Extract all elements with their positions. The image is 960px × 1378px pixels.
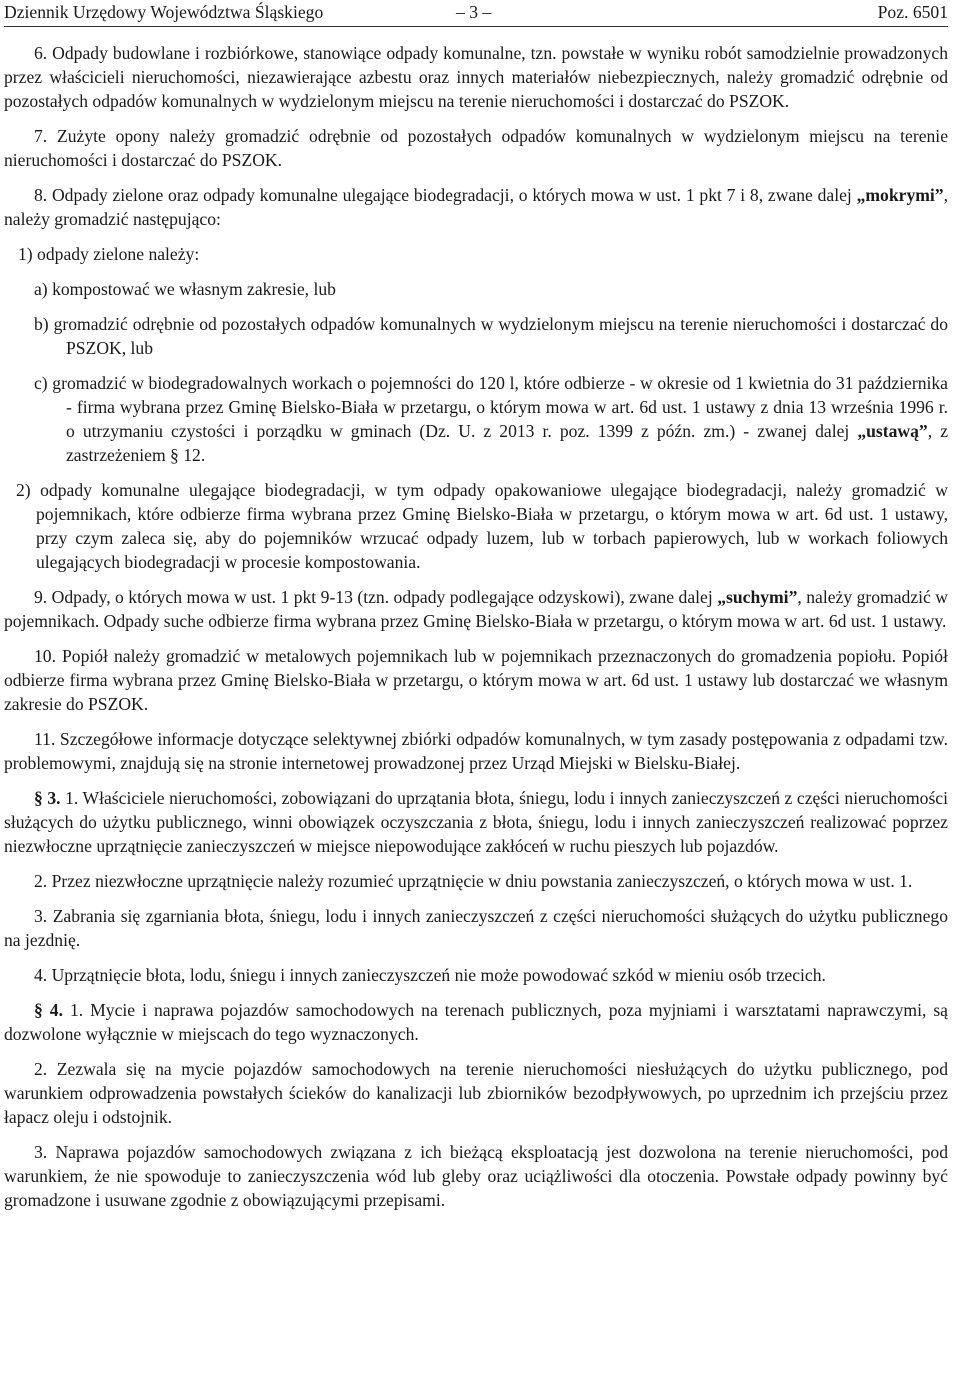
section-4-paragraph-1-text: 1. Mycie i naprawa pojazdów samochodowych na terenach publicznych, poza myjniami i warsztatami naprawczymi, są dozwolone wyłącznie w miejscach do tego wyznaczonych. (4, 1000, 948, 1044)
section-4-paragraph-3: 3. Naprawa pojazdów samochodowych związana z ich bieżącą eksploatacją jest dozwolona na terenie nieruchomości, pod warunkiem, że nie spowoduje to zanieczyszczenia wód lub gleby oraz uciążliwości dla otoczenia. Powstałe odpady powinny być gromadzone i usuwane zgodnie z obowiązującymi przepisami. (4, 1142, 948, 1210)
paragraph-6: 6. Odpady budowlane i rozbiórkowe, stanowiące odpady komunalne, tzn. powstałe w wyniku robót samodzielnie prowadzonych przez właścicieli nieruchomości, niezawierające azbestu oraz innych materiałów niebezpiecznych, należy gromadzić odrębnie od pozostałych odpadów komunalnych w wydzielonym miejscu na terenie nieruchomości i dostarczać do PSZOK. (4, 43, 948, 111)
position-number: Poz. 6501 (877, 2, 948, 22)
section-3-paragraph-1 (4, 786, 948, 858)
term-suchymi: „suchymi” (717, 587, 798, 607)
point-8-1-c (4, 371, 948, 467)
section-3-sign: § 3. (34, 788, 61, 808)
point-8-2: 2) odpady komunalne ulegające biodegradacji, w tym odpady opakowaniowe ulegające biodegradacji, należy gromadzić w pojemnikach, które odbierze firma wybrana przez Gminę Bielsko-Biała w przetargu, o którym mowa w art. 6d ust. 1 ustawy, przy czym zaleca się, aby do pojemników wrzucać odpady luzem, lub w torbach papierowych, lub w workach foliowych ulegających biodegradacji w procesie kompostowania. (16, 480, 948, 572)
paragraph-8-text-end: , należy gromadzić następująco: (4, 185, 948, 229)
section-3-paragraph-2: 2. Przez niezwłoczne uprzątnięcie należy rozumieć uprzątnięcie w dniu powstania zanieczyszczeń, o których mowa w ust. 1. (34, 871, 913, 891)
term-ustawa: „ustawą” (857, 421, 928, 441)
point-8-1-a: a) kompostować we własnym zakresie, lub (34, 279, 336, 299)
paragraph-11: 11. Szczegółowe informacje dotyczące selektywnej zbiórki odpadów komunalnych, w tym zasady postępowania z odpadami tzw. problemowymi, znajdują się na stronie internetowej prowadzonej przez Urząd Miejski w Bielsku-Białej. (4, 729, 948, 773)
paragraph-8-text: 8. Odpady zielone oraz odpady komunalne ulegające biodegradacji, o których mowa w ust. 1 pkt 7 i 8, zwane dalej (34, 185, 857, 205)
journal-title: Dziennik Urzędowy Województwa Śląskiego (4, 2, 324, 22)
paragraph-9 (4, 585, 948, 633)
paragraph-8 (4, 183, 948, 231)
section-3-paragraph-3: 3. Zabrania się zgarniania błota, śniegu, lodu i innych zanieczyszczeń z części nieruchomości służących do użytku publicznego na jezdnię. (4, 906, 948, 950)
section-4-paragraph-1 (4, 998, 948, 1046)
point-8-1-b: b) gromadzić odrębnie od pozostałych odpadów komunalnych w wydzielonym miejscu na terenie nieruchomości i dostarczać do PSZOK, lub (34, 314, 948, 358)
point-8-1-c-text: c) gromadzić w biodegradowalnych workach o pojemności do 120 l, które odbierze - w okresie od 1 kwietnia do 31 października - firma wybrana przez Gminę Bielsko-Biała w przetargu, o którym mowa w art. 6d ust. 1 ustawy z dnia 13 września 1996 r. o utrzymaniu czystości i porządku w gminach (Dz. U. z 2013 r. poz. 1399 z późn. zm.) - zwanej dalej (34, 373, 948, 441)
section-3-paragraph-4: 4. Uprzątnięcie błota, lodu, śniegu i innych zanieczyszczeń nie może powodować szkód w mieniu osób trzecich. (34, 965, 826, 985)
paragraph-9-text-end: , należy gromadzić w pojemnikach. Odpady suche odbierze firma wybrana przez Gminę Bielsko-Biała w przetargu, o którym mowa w art. 6d ust. 1 ustawy. (4, 587, 948, 631)
term-mokrymi: „mokrymi” (856, 185, 944, 205)
page-number: – 3 – (456, 2, 492, 22)
point-8-1: 1) odpady zielone należy: (18, 244, 200, 264)
paragraph-9-text: 9. Odpady, o których mowa w ust. 1 pkt 9-13 (tzn. odpady podlegające odzyskowi), zwane dalej (34, 587, 718, 607)
paragraph-10: 10. Popiół należy gromadzić w metalowych pojemnikach lub w pojemnikach przeznaczonych do gromadzenia popiołu. Popiół odbierze firma wybrana przez Gminę Bielsko-Biała w przetargu, o którym mowa w art. 6d ust. 1 ustawy lub dostarczać we własnym zakresie do PSZOK. (4, 646, 948, 714)
section-4-paragraph-2: 2. Zezwala się na mycie pojazdów samochodowych na terenie nieruchomości niesłużących do użytku publicznego, pod warunkiem odprowadzenia powstałych ścieków do kanalizacji lub zbiorników bezodpływowych, po uprzednim ich przejściu przez łapacz oleju i odstojnik. (4, 1059, 948, 1127)
section-3-paragraph-1-text: 1. Właściciele nieruchomości, zobowiązani do uprzątania błota, śniegu, lodu i innych zanieczyszczeń z części nieruchomości służących do użytku publicznego, winni obowiązek oczyszczania z błota, śniegu, lodu i innych zanieczyszczeń realizować poprzez niezwłoczne uprzątnięcie zanieczyszczeń w miejsce niepowodujące zakłóceń w ruchu pieszych lub pojazdów. (4, 788, 948, 856)
page-header (4, 0, 948, 27)
document-body (4, 27, 948, 1212)
section-4-sign: § 4. (34, 1000, 63, 1020)
point-8-1-c-end: , z zastrzeżeniem § 12. (66, 421, 948, 465)
paragraph-7: 7. Zużyte opony należy gromadzić odrębnie od pozostałych odpadów komunalnych w wydzielonym miejscu na terenie nieruchomości i dostarczać do PSZOK. (4, 126, 948, 170)
